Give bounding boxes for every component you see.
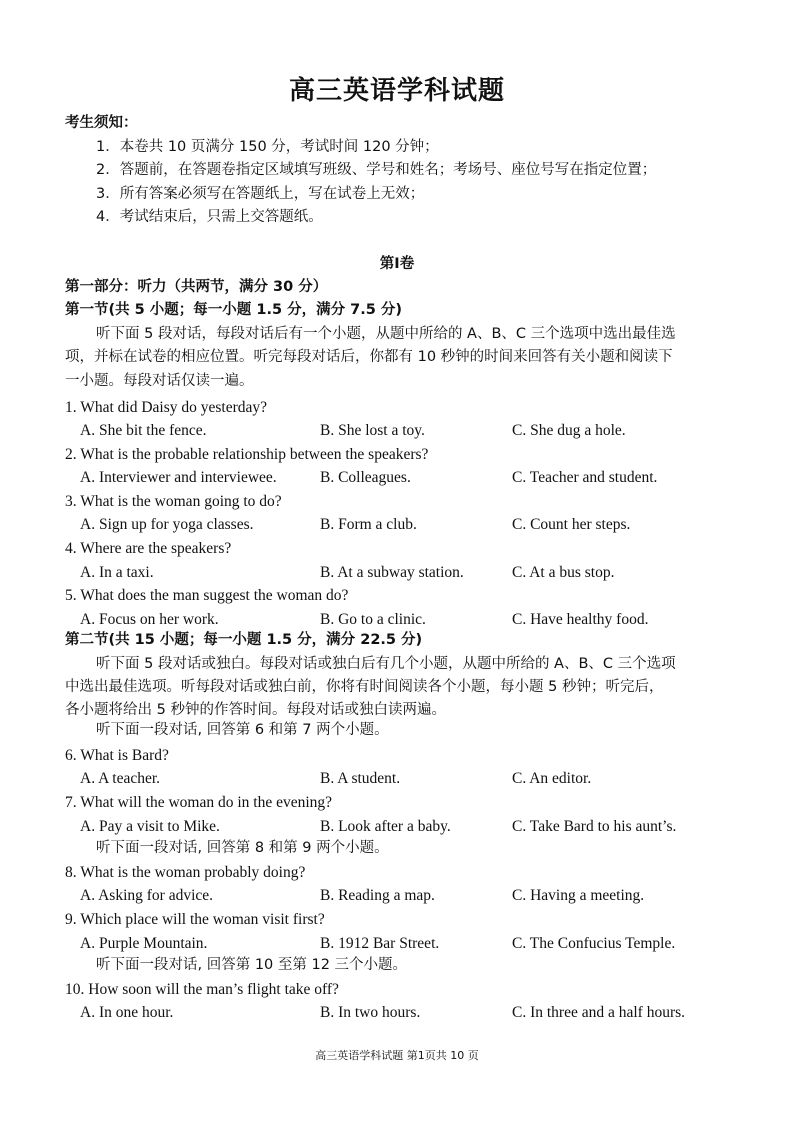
option-a: A. Interviewer and interviewee. (80, 469, 277, 486)
section1-instructions: 一小题。每段对话仅读一遍。 (65, 373, 254, 389)
notice-item: 3．所有答案必须写在答题纸上，写在试卷上无效； (96, 186, 425, 202)
part1-heading: 第一部分：听力（共两节，满分 30 分） (65, 279, 328, 295)
option-a: A. Sign up for yoga classes. (80, 516, 254, 533)
question-stem: 8. What is the woman probably doing? (65, 864, 306, 881)
question-stem: 10. How soon will the man’s flight take off? (65, 981, 339, 998)
option-b: B. At a subway station. (320, 564, 464, 581)
option-b: B. Form a club. (320, 516, 417, 533)
section1-instructions: 听下面 5 段对话，每段对话后有一个小题，从题中所给的 A、B、C 三个选项中选出最佳选 (96, 326, 676, 342)
notice-heading: 考生须知： (65, 115, 138, 131)
option-b: B. Look after a baby. (320, 818, 451, 835)
question-stem: 6. What is Bard? (65, 747, 169, 764)
option-b: B. Colleagues. (320, 469, 411, 486)
option-b: B. Reading a map. (320, 887, 435, 904)
option-c: C. Take Bard to his aunt’s. (512, 818, 677, 835)
option-c: C. In three and a half hours. (512, 1004, 686, 1021)
notice-item: 1．本卷共 10 页满分 150 分，考试时间 120 分钟； (96, 139, 439, 155)
option-b: B. In two hours. (320, 1004, 421, 1021)
volume-label: 第Ⅰ卷 (379, 256, 415, 272)
option-a: A. A teacher. (80, 770, 161, 787)
option-c: C. Count her steps. (512, 516, 631, 533)
question-stem: 5. What does the man suggest the woman do? (65, 587, 349, 604)
section2-instructions: 中选出最佳选项。听每段对话或独白前，你将有时间阅读各个小题，每小题 5 秒钟；听完后， (65, 679, 664, 695)
option-a: A. Purple Mountain. (80, 935, 208, 952)
page-footer: 高三英语学科试题 第1页共 10 页 (315, 1049, 479, 1062)
option-c: C. Having a meeting. (512, 887, 645, 904)
option-c: C. At a bus stop. (512, 564, 615, 581)
option-a: A. Focus on her work. (80, 611, 219, 628)
option-c: C. The Confucius Temple. (512, 935, 676, 952)
notice-item: 2．答题前，在答题卷指定区域填写班级、学号和姓名；考场号、座位号写在指定位置； (96, 162, 657, 178)
section1-instructions: 项，并标在试卷的相应位置。听完每段对话后，你都有 10 秒钟的时间来回答有关小题和阅读下 (65, 349, 673, 365)
question-stem: 1. What did Daisy do yesterday? (65, 399, 268, 416)
question-stem: 3. What is the woman going to do? (65, 493, 282, 510)
option-b: B. A student. (320, 770, 401, 787)
option-c: C. An editor. (512, 770, 592, 787)
option-c: C. Have healthy food. (512, 611, 649, 628)
section1-heading: 第一节(共 5 小题；每一小题 1.5 分，满分 7.5 分) (65, 302, 403, 318)
dialogue-prompt: 听下面一段对话, 回答第 8 和第 9 两个小题。 (96, 840, 389, 856)
option-c: C. Teacher and student. (512, 469, 658, 486)
question-stem: 4. Where are the speakers? (65, 540, 232, 557)
page-title: 高三英语学科试题 (288, 76, 505, 106)
option-c: C. She dug a hole. (512, 422, 626, 439)
notice-item: 4．考试结束后，只需上交答题纸。 (96, 209, 323, 225)
option-b: B. Go to a clinic. (320, 611, 426, 628)
section2-instructions: 听下面 5 段对话或独白。每段对话或独白后有几个小题，从题中所给的 A、B、C 三个选项 (96, 656, 676, 672)
dialogue-prompt: 听下面一段对话, 回答第 10 至第 12 三个小题。 (96, 957, 408, 973)
section2-heading: 第二节(共 15 小题；每一小题 1.5 分，满分 22.5 分) (65, 632, 423, 648)
option-a: A. She bit the fence. (80, 422, 207, 439)
option-a: A. Asking for advice. (80, 887, 214, 904)
question-stem: 2. What is the probable relationship between the speakers? (65, 446, 429, 463)
dialogue-prompt: 听下面一段对话, 回答第 6 和第 7 两个小题。 (96, 722, 389, 738)
option-b: B. 1912 Bar Street. (320, 935, 440, 952)
option-b: B. She lost a toy. (320, 422, 425, 439)
option-a: A. In one hour. (80, 1004, 174, 1021)
option-a: A. Pay a visit to Mike. (80, 818, 220, 835)
question-stem: 7. What will the woman do in the evening? (65, 794, 333, 811)
question-stem: 9. Which place will the woman visit first? (65, 911, 325, 928)
option-a: A. In a taxi. (80, 564, 154, 581)
section2-instructions: 各小题将给出 5 秒钟的作答时间。每段对话或独白读两遍。 (65, 702, 446, 718)
